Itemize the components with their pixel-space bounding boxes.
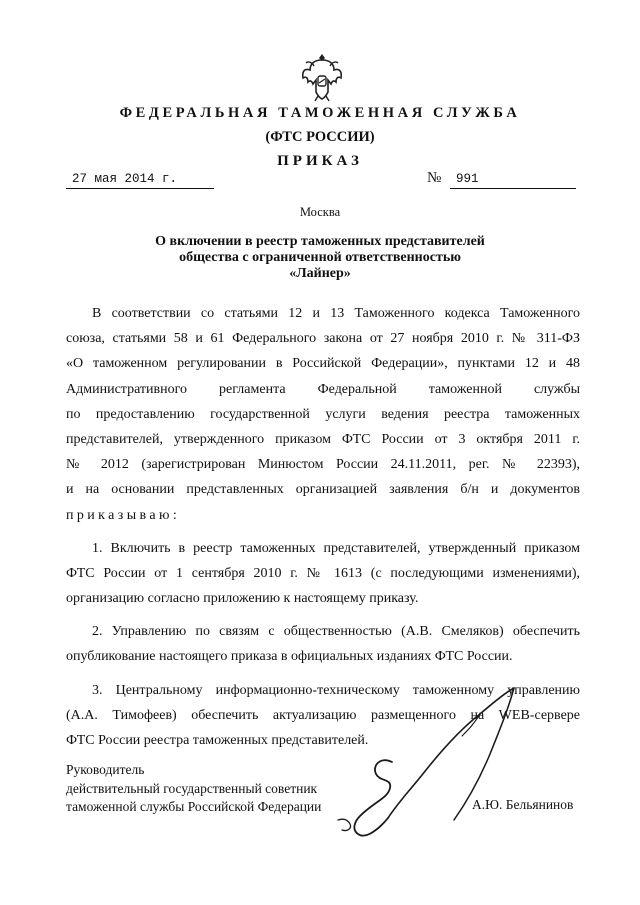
- item-1-line: 1. Включить в реестр таможенных представителей, утвержденный приказом: [92, 540, 580, 556]
- preamble-line: и на основании представленных организацией заявления б/н и документов: [66, 482, 580, 498]
- order-number: 991: [456, 172, 479, 186]
- signatory-name: А.Ю. Бельянинов: [472, 797, 574, 812]
- preamble-line: представителей, утвержденного приказом ФТС России от 3 октября 2011 г.: [66, 431, 580, 447]
- item-1-line: организацию согласно приложению к настоящему приказу.: [66, 591, 419, 607]
- item-2-line: опубликование настоящего приказа в официальных изданиях ФТС России.: [66, 649, 513, 665]
- handwritten-signature: [330, 670, 560, 845]
- coat-of-arms-emblem: [300, 50, 344, 102]
- subject-line: «Лайнер»: [289, 266, 351, 281]
- signatory-title-line: таможенной службы Российской Федерации: [66, 799, 322, 814]
- number-label: №: [427, 170, 442, 186]
- order-date: 27 мая 2014 г.: [72, 172, 178, 186]
- item-3-line: 3. Центральному информационно-техническому таможенному управлению: [92, 682, 580, 698]
- item-3-line: ФТС России реестра таможенных представителей.: [66, 733, 369, 748]
- preamble-line: «О таможенном регулировании в Российской Федерации», пунктами 12 и 48: [66, 356, 580, 372]
- order-subject: [60, 234, 580, 282]
- preamble-line: № 2012 (зарегистрирован Минюстом России 24.11.2011, рег. № 22393),: [66, 457, 580, 473]
- preamble-line: союза, статьями 58 и 61 Федерального закона от 27 ноября 2010 г. № 311-ФЗ: [66, 331, 580, 347]
- preamble-line: В соответствии со статьями 12 и 13 Таможенного кодекса Таможенного: [92, 306, 580, 321]
- agency-name: ФЕДЕРАЛЬНАЯ ТАМОЖЕННАЯ СЛУЖБА: [119, 105, 521, 121]
- subject-line: О включении в реестр таможенных представителей: [155, 234, 485, 249]
- signatory-title: [66, 761, 321, 817]
- signatory-title-line: Руководитель: [66, 762, 145, 777]
- preamble-line: по предоставлению государственной услуги ведения реестра таможенных: [66, 406, 580, 422]
- item-2-line: 2. Управлению по связям с общественностью (А.В. Смеляков) обеспечить: [92, 624, 580, 640]
- city: Москва: [299, 205, 341, 219]
- signatory-title-line: действительный государственный советник: [66, 780, 318, 796]
- item-3-line: (А.А. Тимофеев) обеспечить актуализацию размещенного на WEB-сервере: [66, 707, 580, 723]
- order-decree-word: приказываю:: [66, 507, 181, 523]
- preamble-line: Административного регламента Федеральной таможенной службы: [66, 381, 580, 397]
- item-1-line: ФТС России от 1 сентября 2010 г. № 1613 (с последующими изменениями),: [66, 565, 580, 581]
- document-type-title: ПРИКАЗ: [277, 153, 363, 169]
- subject-line: общества с ограниченной ответственностью: [179, 250, 461, 265]
- agency-abbreviation: (ФТС РОССИИ): [265, 129, 375, 145]
